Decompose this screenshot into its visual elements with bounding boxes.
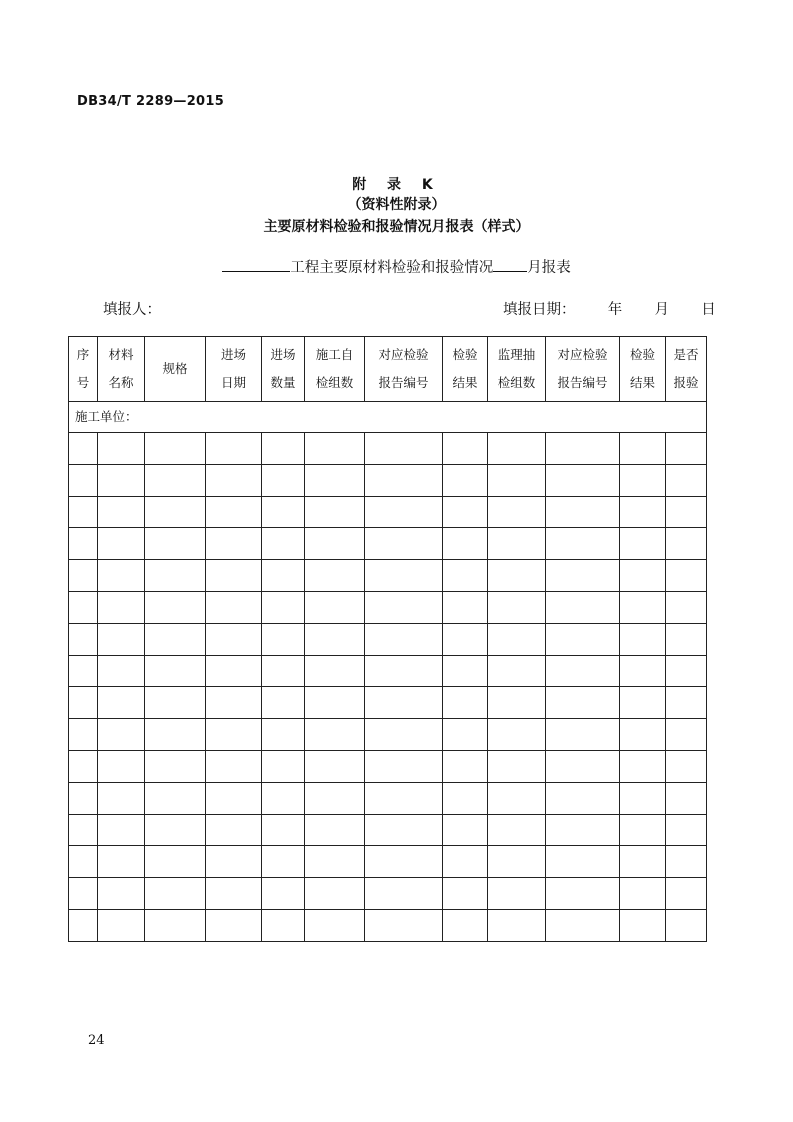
table-cell[interactable] <box>620 591 666 623</box>
table-cell[interactable] <box>443 846 488 878</box>
table-cell[interactable] <box>305 591 365 623</box>
table-cell[interactable] <box>305 814 365 846</box>
table-cell[interactable] <box>145 496 206 528</box>
table-cell[interactable] <box>488 782 546 814</box>
table-cell[interactable] <box>546 464 620 496</box>
column-header-line: 序 <box>76 347 90 362</box>
appendix-label: 附 录 K <box>352 177 441 193</box>
table-cell[interactable] <box>488 687 546 719</box>
table-cell[interactable] <box>69 846 98 878</box>
table-cell[interactable] <box>488 909 546 941</box>
table-cell[interactable] <box>98 909 145 941</box>
column-header-line: 报告编号 <box>378 374 429 390</box>
table-cell[interactable] <box>365 496 443 528</box>
table-cell[interactable] <box>546 591 620 623</box>
table-cell[interactable] <box>620 719 666 751</box>
column-header-line: 检验 <box>629 347 655 362</box>
column-header-line: 监理抽 <box>497 347 536 362</box>
column-header-line: 对应检验 <box>378 347 429 362</box>
column-header <box>620 337 666 402</box>
table-header-row <box>69 337 707 402</box>
table-cell[interactable] <box>98 623 145 655</box>
table-cell[interactable] <box>443 719 488 751</box>
table-cell[interactable] <box>69 687 98 719</box>
table-cell[interactable] <box>488 496 546 528</box>
table-cell[interactable] <box>305 655 365 687</box>
table-cell[interactable] <box>262 560 305 592</box>
monthly-report-table <box>68 336 707 942</box>
table-cell[interactable] <box>443 687 488 719</box>
table-cell[interactable] <box>262 591 305 623</box>
column-header-line: 号 <box>76 374 90 390</box>
table-cell[interactable] <box>666 687 707 719</box>
report-title-end: 月报表 <box>527 260 571 276</box>
table-cell[interactable] <box>365 433 443 465</box>
table-cell[interactable] <box>546 528 620 560</box>
table-cell[interactable] <box>69 750 98 782</box>
table-cell[interactable] <box>488 591 546 623</box>
table-cell[interactable] <box>666 433 707 465</box>
table-cell[interactable] <box>666 528 707 560</box>
column-header <box>305 337 365 402</box>
table-cell[interactable] <box>620 750 666 782</box>
filler-label: 填报人： <box>103 302 161 318</box>
construction-unit-row <box>69 402 707 433</box>
table-cell[interactable] <box>145 464 206 496</box>
date-day: 日 <box>701 302 716 318</box>
table-cell[interactable] <box>365 560 443 592</box>
table-cell[interactable] <box>546 846 620 878</box>
table-cell[interactable] <box>206 719 262 751</box>
table-row <box>69 719 707 751</box>
table-cell[interactable] <box>666 909 707 941</box>
column-header-line: 是否 <box>673 347 699 362</box>
table-cell[interactable] <box>262 687 305 719</box>
table-cell[interactable] <box>262 878 305 910</box>
table-cell[interactable] <box>206 496 262 528</box>
table-cell[interactable] <box>206 623 262 655</box>
table-cell[interactable] <box>365 750 443 782</box>
table-row <box>69 782 707 814</box>
table-row <box>69 496 707 528</box>
column-header-line: 结果 <box>452 374 478 390</box>
column-header <box>69 337 98 402</box>
table-cell[interactable] <box>546 814 620 846</box>
date-label: 填报日期： <box>503 302 576 318</box>
table-row <box>69 560 707 592</box>
table-cell[interactable] <box>443 814 488 846</box>
table-cell[interactable] <box>620 655 666 687</box>
column-header-line: 报验 <box>673 374 699 390</box>
column-header-line: 进场 <box>270 347 296 362</box>
table-cell[interactable] <box>546 878 620 910</box>
column-header <box>262 337 305 402</box>
table-cell[interactable] <box>262 433 305 465</box>
table-cell[interactable] <box>206 433 262 465</box>
column-header-line: 日期 <box>220 374 246 390</box>
column-header <box>546 337 620 402</box>
column-header <box>488 337 546 402</box>
column-header <box>98 337 145 402</box>
column-header-line: 材料 <box>108 347 134 362</box>
table-cell[interactable] <box>620 846 666 878</box>
table-cell[interactable] <box>620 782 666 814</box>
table-cell[interactable] <box>666 719 707 751</box>
table-cell[interactable] <box>666 655 707 687</box>
table-cell[interactable] <box>666 750 707 782</box>
table-cell[interactable] <box>262 846 305 878</box>
table-cell[interactable] <box>620 878 666 910</box>
table-cell[interactable] <box>365 846 443 878</box>
table-cell[interactable] <box>305 719 365 751</box>
table-row <box>69 878 707 910</box>
table-cell[interactable] <box>262 782 305 814</box>
table-cell[interactable] <box>666 782 707 814</box>
table-cell[interactable] <box>145 623 206 655</box>
table-cell[interactable] <box>98 496 145 528</box>
table-cell[interactable] <box>145 591 206 623</box>
table-cell[interactable] <box>305 433 365 465</box>
table-row <box>69 528 707 560</box>
table-cell[interactable] <box>620 433 666 465</box>
table-row <box>69 814 707 846</box>
table-cell[interactable] <box>666 878 707 910</box>
table-cell[interactable] <box>98 719 145 751</box>
table-row <box>69 750 707 782</box>
table-cell[interactable] <box>305 560 365 592</box>
table-cell[interactable] <box>98 814 145 846</box>
table-cell[interactable] <box>365 623 443 655</box>
table-cell[interactable] <box>546 719 620 751</box>
table-cell[interactable] <box>145 528 206 560</box>
table-cell[interactable] <box>145 878 206 910</box>
table-cell[interactable] <box>69 782 98 814</box>
table-cell[interactable] <box>206 687 262 719</box>
table-cell[interactable] <box>206 464 262 496</box>
table-cell[interactable] <box>145 433 206 465</box>
table-cell[interactable] <box>206 750 262 782</box>
appendix-type: （资料性附录） <box>347 197 446 213</box>
table-cell[interactable] <box>69 878 98 910</box>
table-cell[interactable] <box>666 496 707 528</box>
table-cell[interactable] <box>488 560 546 592</box>
column-header-line: 检组数 <box>315 374 354 390</box>
table-cell[interactable] <box>305 750 365 782</box>
table-cell[interactable] <box>69 496 98 528</box>
table-cell[interactable] <box>443 782 488 814</box>
table-cell[interactable] <box>488 750 546 782</box>
table-cell[interactable] <box>443 909 488 941</box>
table-row <box>69 909 707 941</box>
table-cell[interactable] <box>666 560 707 592</box>
column-header-line: 数量 <box>270 374 296 390</box>
table-cell[interactable] <box>546 560 620 592</box>
table-cell[interactable] <box>365 528 443 560</box>
table-cell[interactable] <box>620 528 666 560</box>
table-cell[interactable] <box>443 528 488 560</box>
table-cell[interactable] <box>488 846 546 878</box>
table-cell[interactable] <box>69 623 98 655</box>
standard-code: DB34/T 2289—2015 <box>77 94 225 109</box>
table-cell[interactable] <box>69 814 98 846</box>
table-cell[interactable] <box>145 655 206 687</box>
table-row <box>69 687 707 719</box>
table-cell[interactable] <box>145 782 206 814</box>
table-cell[interactable] <box>69 655 98 687</box>
table-cell[interactable] <box>620 496 666 528</box>
table-cell[interactable] <box>365 591 443 623</box>
table-cell[interactable] <box>488 814 546 846</box>
table-cell[interactable] <box>620 814 666 846</box>
table-cell[interactable] <box>98 846 145 878</box>
table-cell[interactable] <box>488 719 546 751</box>
table-cell[interactable] <box>666 591 707 623</box>
table-cell[interactable] <box>365 464 443 496</box>
table-cell[interactable] <box>206 591 262 623</box>
table-cell[interactable] <box>443 623 488 655</box>
table-cell[interactable] <box>98 528 145 560</box>
table-cell[interactable] <box>206 782 262 814</box>
table-cell[interactable] <box>98 655 145 687</box>
table-cell[interactable] <box>546 496 620 528</box>
report-title-mid: 工程主要原材料检验和报验情况 <box>290 260 494 276</box>
table-cell[interactable] <box>546 623 620 655</box>
table-row <box>69 623 707 655</box>
table-cell[interactable] <box>546 433 620 465</box>
column-header-line: 对应检验 <box>557 347 608 362</box>
page-number: 24 <box>88 1033 105 1048</box>
project-name-blank <box>222 257 290 272</box>
table-cell[interactable] <box>305 878 365 910</box>
table-cell[interactable] <box>262 719 305 751</box>
table-cell[interactable] <box>145 846 206 878</box>
table-cell[interactable] <box>145 814 206 846</box>
date-year: 年 <box>607 302 623 318</box>
table-cell[interactable] <box>305 909 365 941</box>
table-cell[interactable] <box>69 909 98 941</box>
table-cell[interactable] <box>262 623 305 655</box>
table-cell[interactable] <box>546 782 620 814</box>
table-cell[interactable] <box>98 464 145 496</box>
table-cell[interactable] <box>206 528 262 560</box>
table-cell[interactable] <box>666 846 707 878</box>
table-row <box>69 591 707 623</box>
table-cell[interactable] <box>488 528 546 560</box>
table-cell[interactable] <box>206 878 262 910</box>
table-cell[interactable] <box>69 433 98 465</box>
table-cell[interactable] <box>488 464 546 496</box>
table-cell[interactable] <box>488 433 546 465</box>
table-cell[interactable] <box>69 464 98 496</box>
table-cell[interactable] <box>546 750 620 782</box>
table-cell[interactable] <box>98 750 145 782</box>
table-cell[interactable] <box>620 464 666 496</box>
table-cell[interactable] <box>620 909 666 941</box>
table-cell[interactable] <box>365 655 443 687</box>
report-title <box>0 256 793 277</box>
table-cell[interactable] <box>546 687 620 719</box>
table-cell[interactable] <box>443 433 488 465</box>
table-cell[interactable] <box>620 623 666 655</box>
table-cell[interactable] <box>546 655 620 687</box>
table-cell[interactable] <box>262 909 305 941</box>
table-cell[interactable] <box>206 846 262 878</box>
table-cell[interactable] <box>666 623 707 655</box>
table-cell[interactable] <box>443 496 488 528</box>
table-cell[interactable] <box>69 591 98 623</box>
table-row <box>69 846 707 878</box>
month-blank <box>493 257 527 272</box>
table-cell[interactable] <box>305 687 365 719</box>
table-cell[interactable] <box>443 655 488 687</box>
column-header: 规格 <box>145 337 206 402</box>
table-cell[interactable] <box>443 878 488 910</box>
table-cell[interactable] <box>305 846 365 878</box>
table-cell[interactable] <box>145 719 206 751</box>
column-header-line: 结果 <box>629 374 655 390</box>
table-cell[interactable] <box>305 623 365 655</box>
column-header-line: 进场 <box>220 347 246 362</box>
table-cell[interactable] <box>443 464 488 496</box>
table-cell[interactable] <box>546 909 620 941</box>
table-cell[interactable] <box>145 560 206 592</box>
table-cell[interactable] <box>488 878 546 910</box>
table-cell[interactable] <box>262 464 305 496</box>
table-cell[interactable] <box>262 496 305 528</box>
table-cell[interactable] <box>145 909 206 941</box>
table-cell[interactable] <box>98 560 145 592</box>
table-cell[interactable] <box>262 528 305 560</box>
table-cell[interactable] <box>98 687 145 719</box>
table-cell[interactable] <box>620 560 666 592</box>
table-cell[interactable] <box>488 623 546 655</box>
table-cell[interactable] <box>305 496 365 528</box>
report-date <box>503 298 716 319</box>
table-cell[interactable] <box>262 655 305 687</box>
table-cell[interactable] <box>365 878 443 910</box>
table-cell[interactable] <box>206 560 262 592</box>
column-header-line: 报告编号 <box>557 374 608 390</box>
table-row <box>69 433 707 465</box>
table-cell[interactable] <box>262 750 305 782</box>
table-cell[interactable] <box>443 591 488 623</box>
table-cell[interactable] <box>365 909 443 941</box>
column-header-line: 名称 <box>108 374 134 390</box>
table-cell[interactable] <box>262 814 305 846</box>
column-header-line: 施工自 <box>315 347 354 362</box>
table-cell[interactable] <box>98 878 145 910</box>
table-cell[interactable] <box>145 750 206 782</box>
table-cell[interactable] <box>69 528 98 560</box>
table-cell[interactable] <box>69 560 98 592</box>
table-cell[interactable] <box>666 814 707 846</box>
table-cell[interactable] <box>365 719 443 751</box>
column-header <box>365 337 443 402</box>
table-cell[interactable] <box>98 433 145 465</box>
table-cell[interactable] <box>305 528 365 560</box>
table-cell[interactable] <box>305 464 365 496</box>
table-cell[interactable] <box>145 687 206 719</box>
table-cell[interactable] <box>98 591 145 623</box>
table-cell[interactable] <box>69 719 98 751</box>
column-header-line: 检验 <box>452 347 478 362</box>
table-cell[interactable] <box>620 687 666 719</box>
table-cell[interactable] <box>443 560 488 592</box>
table-cell[interactable] <box>365 687 443 719</box>
appendix-title: 主要原材料检验和报验情况月报表（样式） <box>263 219 530 235</box>
table-cell[interactable] <box>443 750 488 782</box>
date-month: 月 <box>654 302 670 318</box>
column-header <box>666 337 707 402</box>
table-cell[interactable] <box>666 464 707 496</box>
column-header <box>206 337 262 402</box>
table-row <box>69 655 707 687</box>
column-header-line: 检组数 <box>497 374 536 390</box>
table-cell[interactable] <box>488 655 546 687</box>
table-cell[interactable] <box>206 814 262 846</box>
table-row <box>69 464 707 496</box>
construction-unit-label: 施工单位： <box>69 402 707 433</box>
table-cell[interactable] <box>206 655 262 687</box>
table-cell[interactable] <box>365 782 443 814</box>
table-cell[interactable] <box>206 909 262 941</box>
column-header <box>443 337 488 402</box>
table-cell[interactable] <box>98 782 145 814</box>
table-cell[interactable] <box>365 814 443 846</box>
table-cell[interactable] <box>305 782 365 814</box>
